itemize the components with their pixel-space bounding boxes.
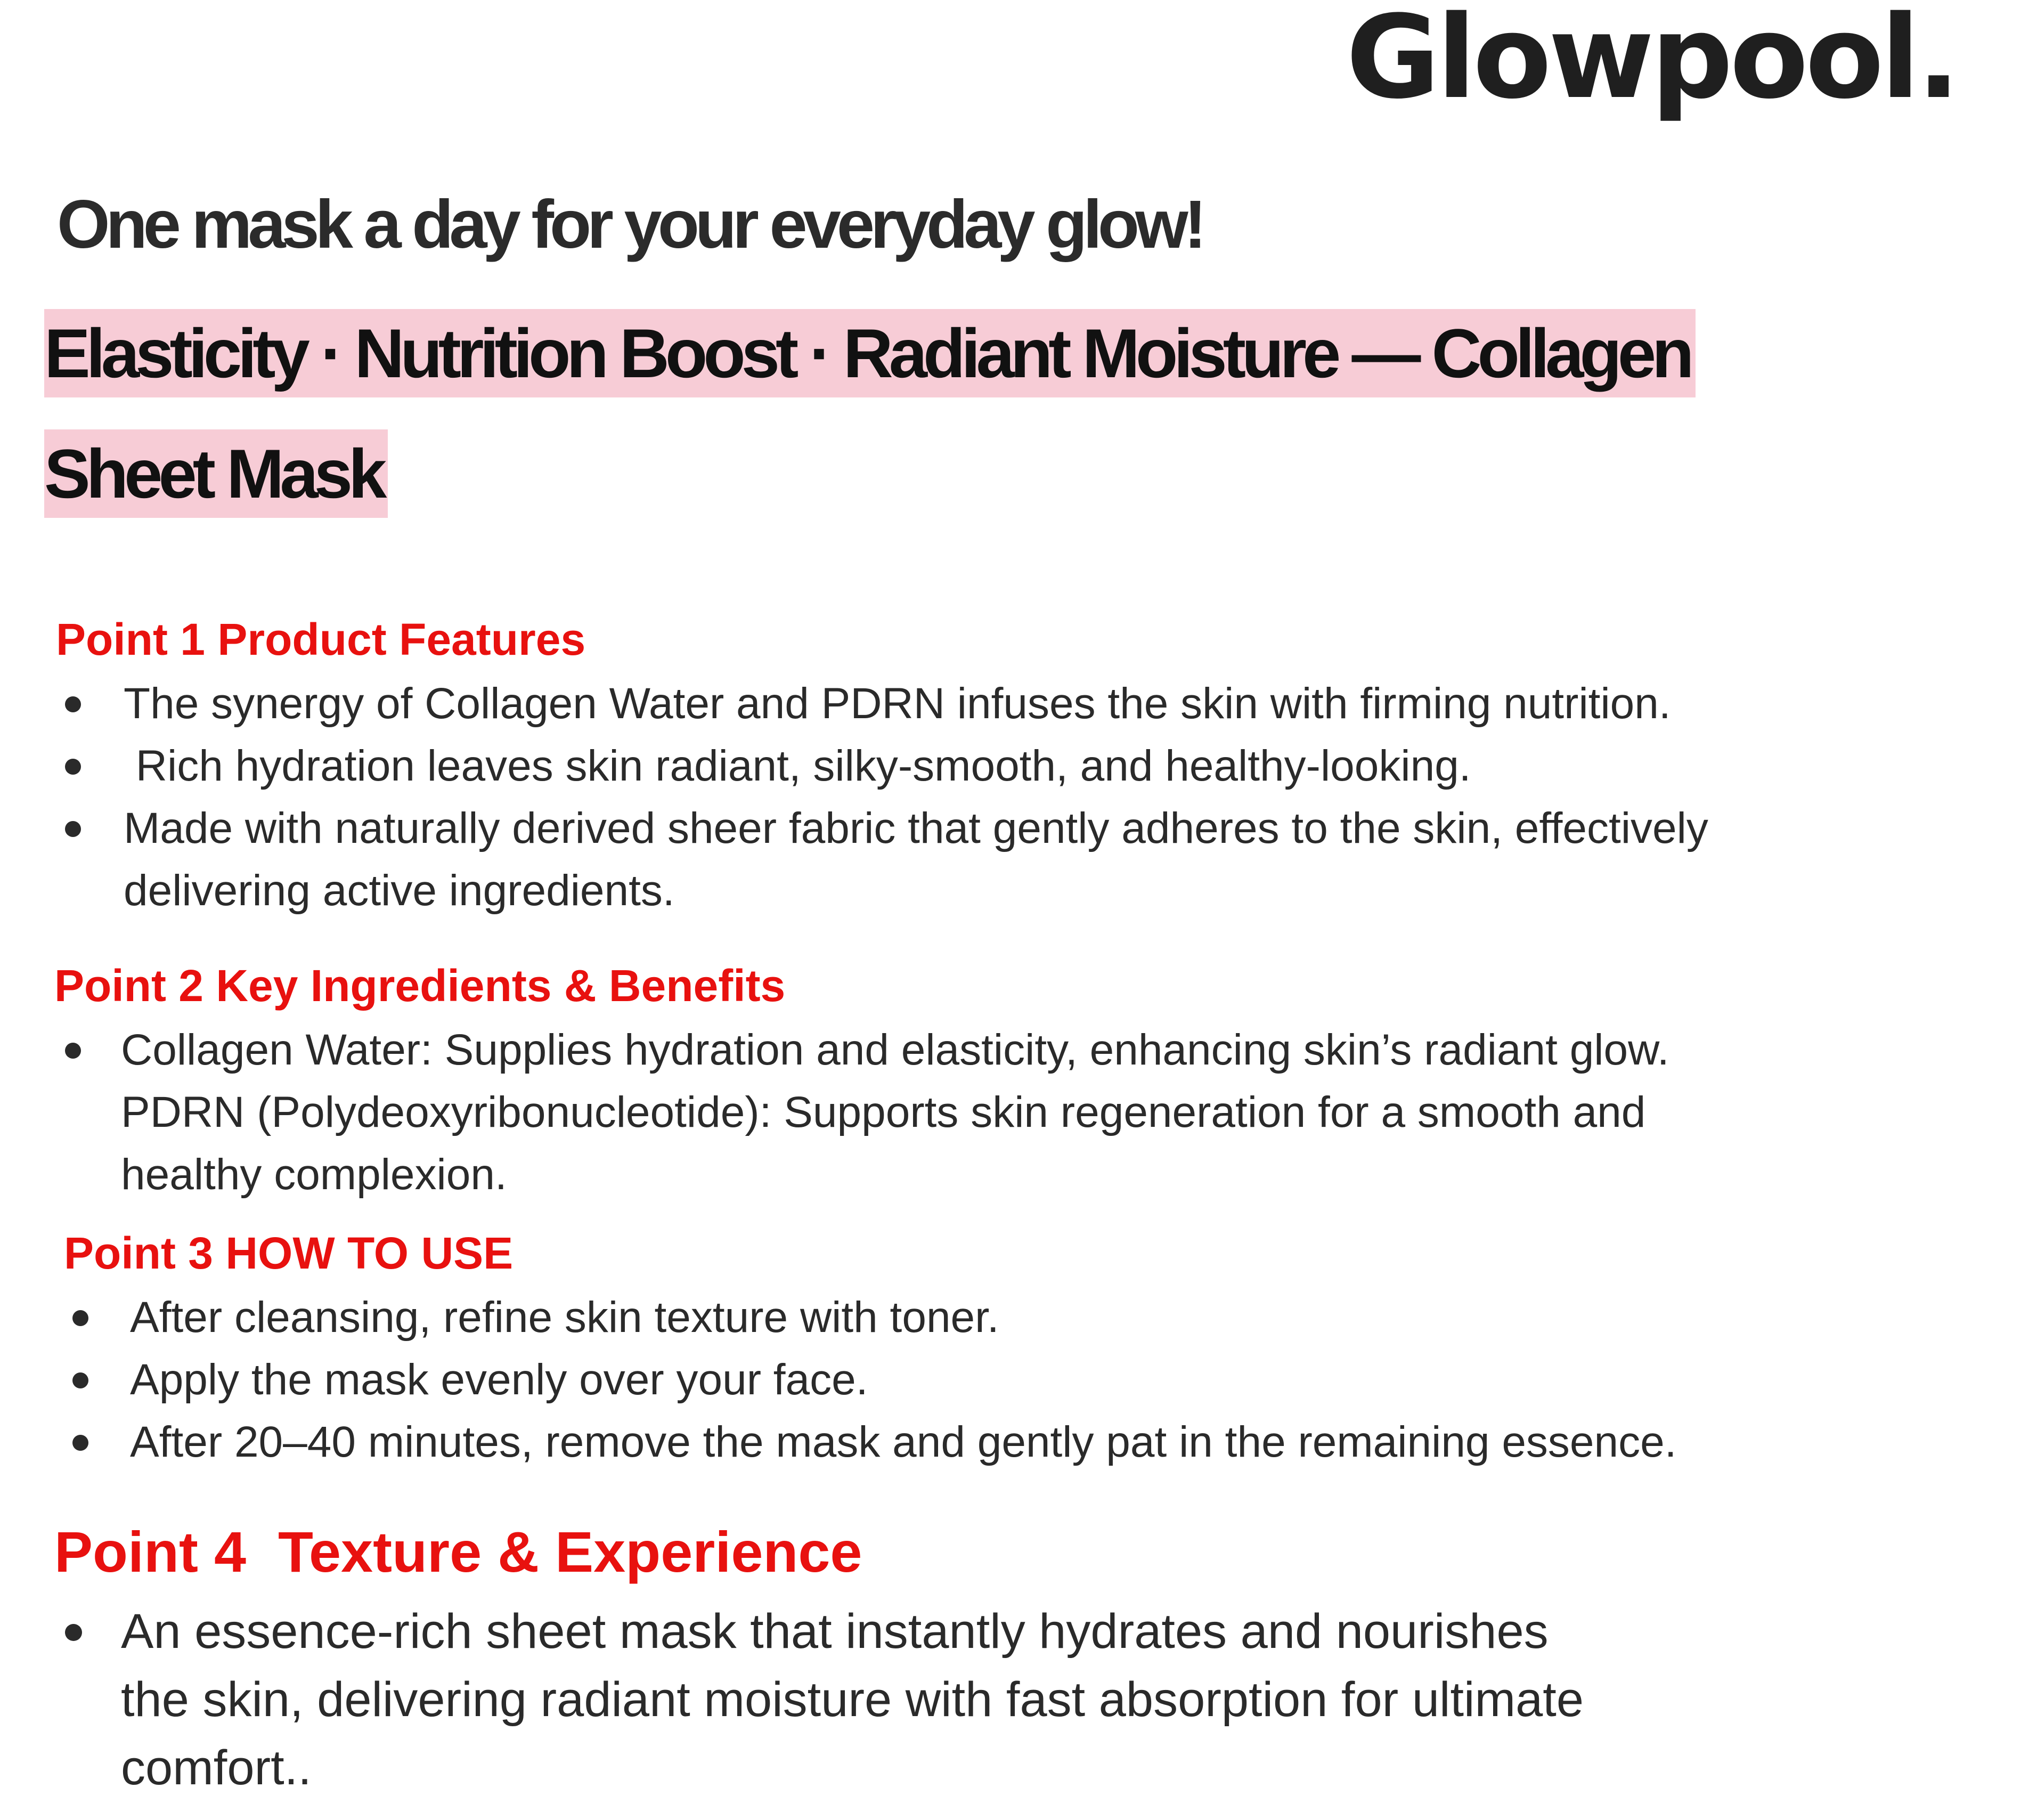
- key-ingredients-list: [59, 1019, 1669, 1206]
- list-item-text: An essence-rich sheet mask that instantly hydrates and nourishes: [121, 1604, 1549, 1659]
- list-item-text: Rich hydration leaves skin radiant, silky-smooth, and healthy-looking.: [124, 742, 1471, 790]
- list-item: [59, 797, 1708, 922]
- bullet-dot-icon: [65, 821, 81, 837]
- section-heading-key-ingredients: Point 2 Key Ingredients & Benefits: [54, 961, 786, 1011]
- bullet-dot-icon: [72, 1435, 88, 1451]
- bullet-dot-icon: [65, 1043, 81, 1059]
- section-heading-how-to-use: Point 3 HOW TO USE: [64, 1228, 514, 1278]
- tagline: One mask a day for your everyday glow!: [57, 186, 1203, 263]
- bullet-dot-icon: [72, 1372, 88, 1388]
- list-item: [67, 1348, 1677, 1411]
- texture-experience-list: [59, 1597, 1584, 1802]
- bullet-dot-icon: [65, 696, 81, 712]
- list-item-text: The synergy of Collagen Water and PDRN infuses the skin with firming nutrition.: [124, 679, 1671, 728]
- bullet-dot-icon: [65, 1624, 82, 1641]
- brand-logo: Glowpool.: [1346, 0, 1957, 124]
- product-title-line-1: Elasticity · Nutrition Boost · Radiant Moisture — Collagen: [44, 309, 1696, 397]
- list-item-text: Made with naturally derived sheer fabric that gently adheres to the skin, effectively: [124, 804, 1708, 852]
- section-heading-product-features: Point 1 Product Features: [56, 614, 586, 664]
- list-item: [59, 1597, 1584, 1802]
- list-item: [59, 1019, 1669, 1206]
- list-item-text-continued: comfort..: [121, 1741, 312, 1795]
- list-item-text-continued: the skin, delivering radiant moisture with fast absorption for ultimate: [121, 1672, 1584, 1727]
- list-item-text: Apply the mask evenly over your face.: [130, 1355, 868, 1404]
- how-to-use-list: [67, 1286, 1677, 1473]
- product-features-list: [59, 672, 1708, 922]
- list-item-text: Collagen Water: Supplies hydration and elasticity, enhancing skin’s radiant glow.: [121, 1026, 1669, 1074]
- list-item-text-continued: PDRN (Polydeoxyribonucleotide): Supports skin regeneration for a smooth and: [121, 1088, 1646, 1136]
- product-title-line-2: Sheet Mask: [44, 429, 388, 518]
- list-item-text-continued: delivering active ingredients.: [124, 866, 675, 915]
- list-item-text-continued: healthy complexion.: [121, 1150, 507, 1199]
- list-item-text: After 20–40 minutes, remove the mask and gently pat in the remaining essence.: [130, 1418, 1677, 1466]
- list-item: [67, 1411, 1677, 1473]
- list-item-text: After cleansing, refine skin texture with toner.: [130, 1293, 999, 1342]
- section-heading-texture-experience: Point 4 Texture & Experience: [54, 1520, 862, 1584]
- bullet-dot-icon: [72, 1310, 88, 1326]
- bullet-dot-icon: [65, 759, 81, 775]
- list-item: [59, 735, 1708, 797]
- list-item: [59, 672, 1708, 735]
- list-item: [67, 1286, 1677, 1348]
